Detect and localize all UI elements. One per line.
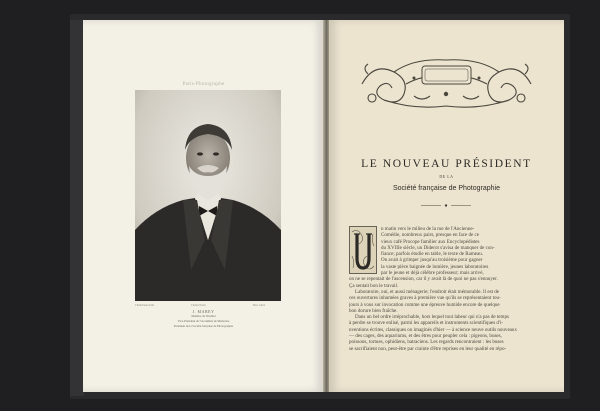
- body-line: fiance; parfois étudie en table, le texte de Rameau.: [381, 251, 484, 258]
- subtitle-connector: DE LA: [439, 174, 454, 179]
- body-line: Ça sentait bon le travail.: [349, 282, 399, 289]
- body-line: bon dorure bien fraîche.: [349, 307, 398, 314]
- body-line: Comédie, nombreux pairs, presque en face de ce: [381, 232, 479, 239]
- sitter-caption: [83, 309, 324, 329]
- decorative-rule: [421, 204, 471, 207]
- body-line: se sacrifiaient non, peut-être par crainte d'être reprises en leur qualité en répo-: [349, 345, 507, 352]
- body-line: Dans un bel ordre irréprochable, hors lequel tout labeur qui n'a pas de temps: [355, 314, 509, 321]
- body-line: la vaste pièce baignée de lumière, jeunes laboratoires: [381, 263, 489, 270]
- sitter-role: Vice-Président de l'Académie de Médecine: [177, 319, 230, 323]
- right-page: [329, 20, 564, 392]
- body-line: vieux café Procope familier aux Encyclopédistes: [381, 238, 480, 245]
- portrait-photograph: [135, 90, 281, 301]
- left-page: [83, 20, 324, 392]
- body-line: nventions écrites, classiques ou imaginés d'hier — à science neuve outils nouveaux: [349, 326, 517, 333]
- body-line: On avait à grimper jusqu'au troisième pour gagner: [381, 257, 483, 264]
- body-line: Laboratoire, oui, et aussi ménagerie; l'endroit était mémorable. Il est de: [355, 288, 499, 295]
- body-line: à perdre se trouve enlisé, parmi les appareils et instruments scientifiques d'i-: [349, 320, 503, 327]
- photo-credit-left: Cliché Pierre Petit: [135, 304, 155, 307]
- body-line: par le jeune et déjà célèbre professeur; mais arrivé,: [381, 270, 484, 277]
- body-line: du XVIIIe siècle, un Diderot s'avisa de manquer de con-: [381, 244, 495, 251]
- portrait-image: [135, 90, 281, 301]
- photo-credit-center: Clichés Nadar: [191, 304, 206, 307]
- article-body: [349, 226, 547, 352]
- body-line: on ne se repentait de l'ascension, car il y avait là de quoi ne pas s'ennuyer.: [349, 276, 498, 283]
- body-line: poissons, tortues, ophidiens, batraciens. Les regards rencontraient : les buses: [349, 339, 504, 346]
- body-line: ces ouvertures inhumées graves à première vue qu'ils se représentaient tou-: [349, 295, 501, 302]
- book-cover-edge: [70, 20, 84, 396]
- photo-credit-right: Phot. Gillot: [253, 304, 266, 307]
- sitter-role: Président de la Société française de Photographie: [173, 324, 234, 328]
- photo-caption-top: Paris-Photographe: [182, 82, 225, 87]
- body-line: — des cages, des aquariums, et des êtres pour peupler cela : pigeons, buses,: [349, 333, 502, 340]
- body-line: n matin vers le milieu de la rue de l'Ancienne-: [381, 226, 475, 232]
- society-name: Société française de Photographie: [392, 185, 501, 192]
- body-line: jours à vous sur invocation comme une épreuve humide encore de quelque: [349, 301, 500, 308]
- article-title: LE NOUVEAU PRÉSIDENT: [361, 158, 532, 170]
- decorative-headpiece-ornament: [354, 54, 539, 112]
- sitter-name: J. MAREY: [192, 309, 215, 314]
- sitter-role: Membre de l'Institut: [191, 314, 216, 318]
